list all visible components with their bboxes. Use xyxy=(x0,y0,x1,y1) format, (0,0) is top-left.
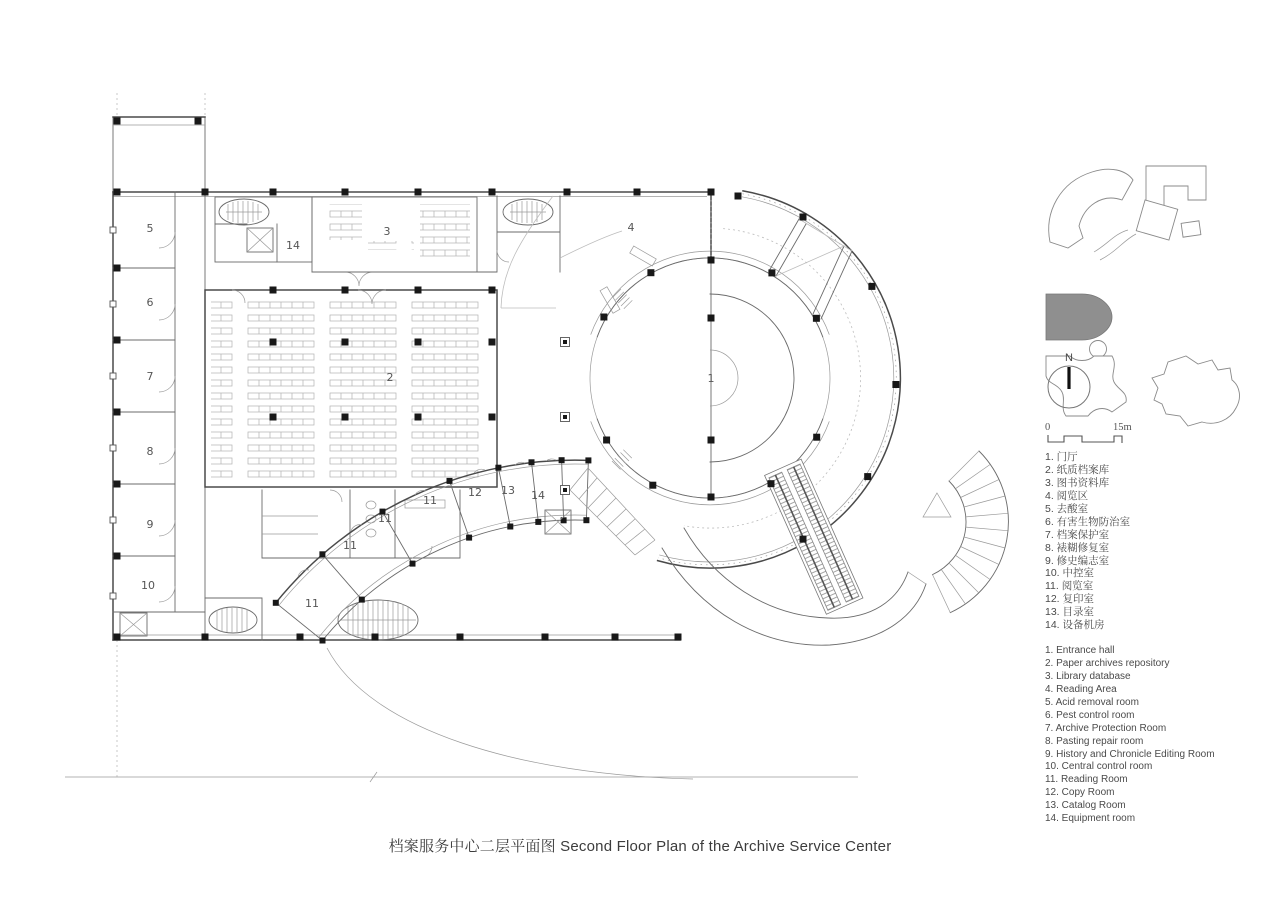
legend-item: 14. Equipment room xyxy=(1045,813,1136,825)
room-label-reading-b: 11 xyxy=(343,539,357,552)
legend-item: 4. Reading Area xyxy=(1045,683,1117,695)
keyplan-link-path xyxy=(1094,230,1136,260)
legend-item: 8. Pasting repair room xyxy=(1045,735,1144,747)
room-label-protection: 7 xyxy=(146,370,154,383)
stair xyxy=(205,598,262,640)
hook-corridor xyxy=(662,528,926,645)
plan-title: 档案服务中心二层平面图 Second Floor Plan of the Archive Service Center xyxy=(388,838,892,855)
legend-item: 2. Paper archives repository xyxy=(1045,657,1170,669)
room-label-reading-d: 11 xyxy=(423,494,437,507)
keyplan-building-southwest xyxy=(1046,356,1126,416)
elevator xyxy=(120,613,147,636)
legend-item: 3. Library database xyxy=(1045,670,1131,682)
legend-item: 6. 有害生物防治室 xyxy=(1045,515,1131,528)
keyplan-building-northwest xyxy=(1049,169,1133,248)
legend-item: 5. 去酸室 xyxy=(1045,502,1089,515)
reading-area xyxy=(501,196,622,308)
legend-item: 12. Copy Room xyxy=(1045,787,1115,799)
elevator xyxy=(545,510,571,534)
legend-chinese xyxy=(1045,451,1130,632)
room-label-reading-a: 11 xyxy=(305,597,319,610)
stair xyxy=(613,289,633,309)
legend-item: 7. Archive Protection Room xyxy=(1045,722,1167,734)
room-label-catalog: 13 xyxy=(501,484,515,497)
legend-item: 9. History and Chronicle Editing Room xyxy=(1045,748,1215,760)
keyplan-building-highlighted xyxy=(1046,294,1112,340)
stair xyxy=(219,199,269,225)
legend-item: 6. Pest control room xyxy=(1045,709,1135,721)
legend-item: 9. 修史编志室 xyxy=(1045,554,1110,567)
escalator xyxy=(765,459,863,614)
legend-item: 14. 设备机房 xyxy=(1045,619,1105,632)
room-label-archive: 2 xyxy=(386,371,394,384)
scale-zero: 0 xyxy=(1045,422,1051,433)
room-label-pest: 6 xyxy=(146,296,154,309)
room-label-hall: 1 xyxy=(707,372,715,385)
elevator xyxy=(247,228,273,252)
legend-item: 11. 阅览室 xyxy=(1045,580,1094,593)
key-plan xyxy=(1046,166,1239,426)
room-band xyxy=(273,457,655,643)
keyplan-rotunda xyxy=(1090,341,1107,358)
archive-repository xyxy=(205,290,497,487)
keyplan-building-square xyxy=(1136,200,1178,240)
north-label: N xyxy=(1065,352,1073,364)
keyplan-building-northeast xyxy=(1146,166,1206,208)
room-label-library: 3 xyxy=(383,225,391,238)
keyplan-building-small xyxy=(1181,221,1201,237)
room-label-copy: 12 xyxy=(468,486,482,499)
top-wing xyxy=(215,196,560,286)
legend-item: 8. 裱糊修复室 xyxy=(1045,541,1110,554)
legend-item: 11. Reading Room xyxy=(1045,774,1128,786)
legend-item: 10. 中控室 xyxy=(1045,567,1095,580)
legend-item: 3. 图书资料库 xyxy=(1045,476,1110,489)
room-label-acid: 5 xyxy=(146,222,154,235)
stair xyxy=(570,468,655,555)
keyplan-building-southeast xyxy=(1152,356,1239,426)
room-label-pasting: 8 xyxy=(146,445,154,458)
room-label-equipment-band: 14 xyxy=(531,489,545,502)
room-label-equipment-core: 14 xyxy=(286,239,300,252)
legend-item: 10. Central control room xyxy=(1045,761,1153,773)
room-label-reading-c: 11 xyxy=(378,512,392,525)
legend-item: 1. 门厅 xyxy=(1045,451,1078,463)
room-label-reading-area: 4 xyxy=(627,221,635,234)
terrace xyxy=(113,117,205,192)
bridge xyxy=(769,219,852,319)
legend-item: 12. 复印室 xyxy=(1045,593,1095,606)
room-label-history: 9 xyxy=(146,518,154,531)
legend-item: 2. 纸质档案库 xyxy=(1045,463,1110,476)
legend-item: 5. Acid removal room xyxy=(1045,696,1139,708)
skylight-triangle xyxy=(923,493,951,517)
rotunda xyxy=(590,191,900,568)
scale-max: 15m xyxy=(1113,422,1132,433)
curved-stair xyxy=(933,451,1009,613)
scale-bar xyxy=(1045,422,1132,443)
legend-english xyxy=(1045,645,1215,826)
legend-item: 13. Catalog Room xyxy=(1045,800,1126,812)
stair xyxy=(503,199,553,225)
legend-item: 7. 档案保护室 xyxy=(1045,528,1110,541)
legend-item: 4. 阅览区 xyxy=(1045,489,1089,502)
legend-item: 1. Entrance hall xyxy=(1045,645,1115,656)
room-label-central-control: 10 xyxy=(141,579,155,592)
legend-item: 13. 目录室 xyxy=(1045,606,1095,619)
